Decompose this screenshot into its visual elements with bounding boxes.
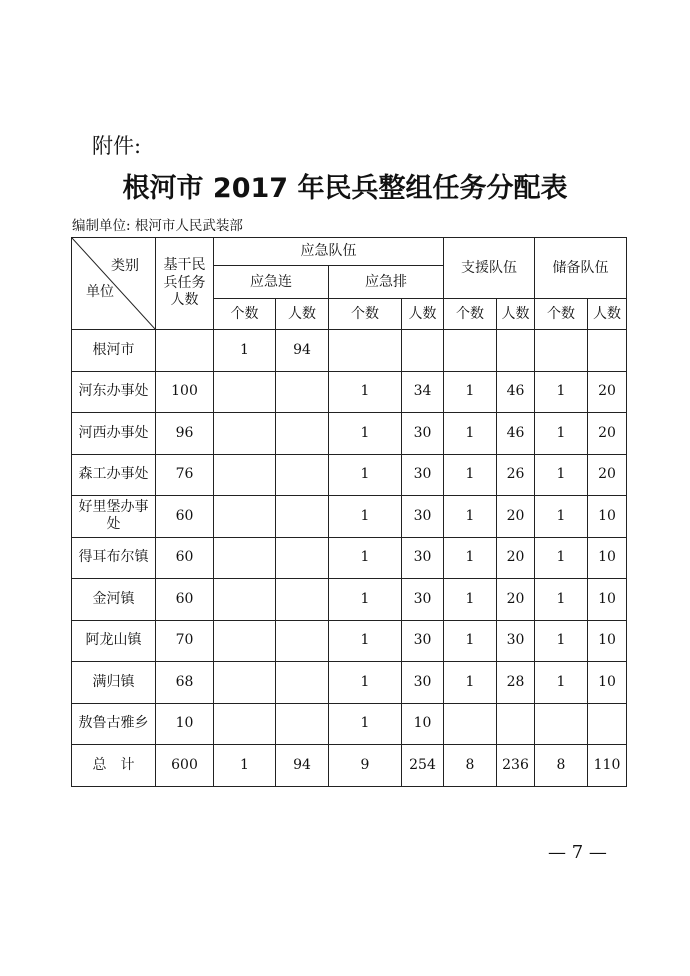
platoon-people-cell: 30 [402,620,444,662]
attachment-label: 附件: [92,134,142,158]
support-team-header: 支援队伍 [444,238,535,299]
table-row [72,703,627,745]
compiler-line: 编制单位: 根河市人民武装部 [72,218,243,234]
platoon-count-cell: 1 [329,454,402,496]
platoon-people-cell: 10 [402,703,444,745]
platoon-people-cell: 30 [402,537,444,579]
page-number: — 7 — [548,842,607,863]
table-row [72,662,627,704]
company-people-cell [276,662,329,704]
company-count-cell [214,454,276,496]
support-people-cell: 20 [497,537,535,579]
support-count-cell: 1 [444,454,497,496]
table-row [72,496,627,538]
table-row [72,745,627,787]
col-count-header: 个数 [444,299,497,330]
unit-cell: 好里堡办事处 [72,496,156,538]
reserve-people-cell: 10 [588,662,627,704]
company-count-cell [214,413,276,455]
platoon-count-cell [329,330,402,372]
document-title: 根河市 2017 年民兵整组任务分配表 [122,173,568,204]
platoon-count-cell: 1 [329,371,402,413]
base-militia-cell: 60 [156,579,214,621]
reserve-count-cell: 1 [535,662,588,704]
col-people-header: 人数 [588,299,627,330]
support-count-cell [444,330,497,372]
col-people-header: 人数 [276,299,329,330]
platoon-count-cell: 1 [329,537,402,579]
base-militia-cell: 600 [156,745,214,787]
unit-cell: 根河市 [72,330,156,372]
support-count-cell: 8 [444,745,497,787]
platoon-count-cell: 1 [329,703,402,745]
base-militia-cell: 100 [156,371,214,413]
company-people-cell: 94 [276,745,329,787]
col-count-header: 个数 [214,299,276,330]
platoon-count-cell: 1 [329,496,402,538]
corner-category-label: 类别 [111,258,139,274]
unit-cell: 满归镇 [72,662,156,704]
reserve-count-cell: 1 [535,496,588,538]
reserve-people-cell [588,703,627,745]
emergency-platoon-header: 应急排 [329,266,444,299]
support-people-cell: 20 [497,579,535,621]
base-militia-cell: 68 [156,662,214,704]
support-count-cell: 1 [444,662,497,704]
unit-cell: 敖鲁古雅乡 [72,703,156,745]
company-people-cell: 94 [276,330,329,372]
company-people-cell [276,454,329,496]
company-people-cell [276,537,329,579]
platoon-count-cell: 1 [329,662,402,704]
allocation-table [71,237,627,787]
platoon-count-cell: 1 [329,579,402,621]
platoon-people-cell [402,330,444,372]
base-militia-cell: 60 [156,537,214,579]
support-people-cell: 46 [497,413,535,455]
base-militia-cell: 60 [156,496,214,538]
platoon-count-cell: 9 [329,745,402,787]
base-militia-cell: 76 [156,454,214,496]
company-count-cell: 1 [214,330,276,372]
company-people-cell [276,371,329,413]
table-row [72,579,627,621]
col-count-header: 个数 [535,299,588,330]
platoon-people-cell: 30 [402,579,444,621]
unit-cell: 得耳布尔镇 [72,537,156,579]
company-people-cell [276,579,329,621]
support-people-cell: 46 [497,371,535,413]
base-militia-cell [156,330,214,372]
reserve-count-cell: 1 [535,579,588,621]
support-count-cell: 1 [444,579,497,621]
reserve-count-cell: 1 [535,413,588,455]
reserve-people-cell: 20 [588,454,627,496]
reserve-count-cell: 1 [535,620,588,662]
table-row [72,371,627,413]
company-people-cell [276,496,329,538]
reserve-count-cell: 1 [535,537,588,579]
platoon-people-cell: 254 [402,745,444,787]
table-row [72,413,627,455]
reserve-people-cell: 20 [588,413,627,455]
corner-unit-label: 单位 [86,284,114,301]
company-count-cell [214,662,276,704]
reserve-count-cell [535,703,588,745]
support-people-cell: 30 [497,620,535,662]
reserve-people-cell: 10 [588,620,627,662]
base-militia-label: 基干民兵任务人数 [163,257,206,309]
company-people-cell [276,413,329,455]
support-count-cell: 1 [444,537,497,579]
platoon-people-cell: 30 [402,454,444,496]
unit-cell: 河东办事处 [72,371,156,413]
emergency-team-header: 应急队伍 [214,238,444,266]
support-count-cell [444,703,497,745]
platoon-people-cell: 34 [402,371,444,413]
company-count-cell [214,703,276,745]
emergency-company-header: 应急连 [214,266,329,299]
company-count-cell [214,371,276,413]
company-count-cell [214,579,276,621]
corner-header-cell [72,238,156,330]
reserve-people-cell: 110 [588,745,627,787]
base-militia-cell: 10 [156,703,214,745]
reserve-count-cell [535,330,588,372]
support-people-cell [497,330,535,372]
support-people-cell [497,703,535,745]
reserve-count-cell: 1 [535,454,588,496]
platoon-count-cell: 1 [329,620,402,662]
company-people-cell [276,620,329,662]
reserve-people-cell: 10 [588,579,627,621]
company-count-cell [214,620,276,662]
reserve-team-header: 储备队伍 [535,238,627,299]
reserve-people-cell [588,330,627,372]
support-people-cell: 20 [497,496,535,538]
col-count-header: 个数 [329,299,402,330]
col-people-header: 人数 [402,299,444,330]
company-count-cell [214,537,276,579]
support-count-cell: 1 [444,413,497,455]
unit-cell: 金河镇 [72,579,156,621]
table-row [72,330,627,372]
platoon-people-cell: 30 [402,496,444,538]
platoon-people-cell: 30 [402,662,444,704]
support-count-cell: 1 [444,371,497,413]
platoon-people-cell: 30 [402,413,444,455]
support-count-cell: 1 [444,496,497,538]
support-people-cell: 28 [497,662,535,704]
unit-cell: 河西办事处 [72,413,156,455]
col-people-header: 人数 [497,299,535,330]
reserve-people-cell: 10 [588,537,627,579]
unit-cell: 森工办事处 [72,454,156,496]
base-militia-header [156,238,214,330]
support-count-cell: 1 [444,620,497,662]
reserve-count-cell: 1 [535,371,588,413]
reserve-people-cell: 20 [588,371,627,413]
unit-cell: 阿龙山镇 [72,620,156,662]
reserve-count-cell: 8 [535,745,588,787]
base-militia-cell: 70 [156,620,214,662]
table-row [72,537,627,579]
unit-cell: 总 计 [72,745,156,787]
table-row [72,620,627,662]
support-people-cell: 236 [497,745,535,787]
base-militia-cell: 96 [156,413,214,455]
company-count-cell [214,496,276,538]
support-people-cell: 26 [497,454,535,496]
table-row [72,454,627,496]
company-people-cell [276,703,329,745]
company-count-cell: 1 [214,745,276,787]
reserve-people-cell: 10 [588,496,627,538]
platoon-count-cell: 1 [329,413,402,455]
